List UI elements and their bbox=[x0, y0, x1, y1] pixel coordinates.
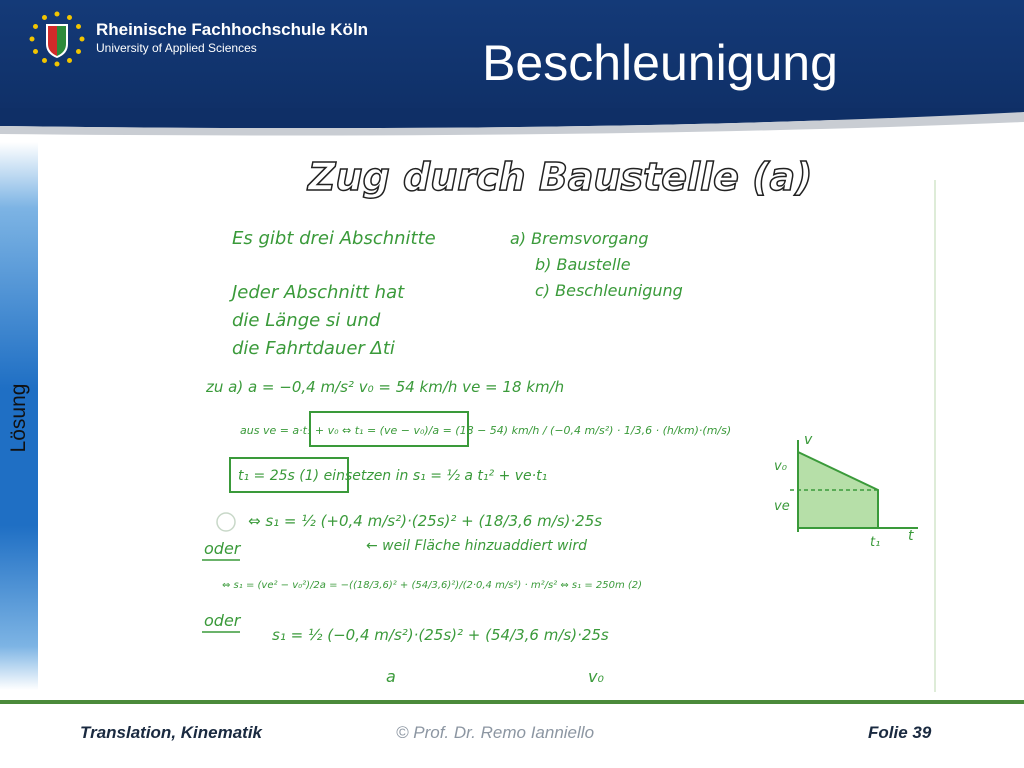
footer-divider bbox=[0, 700, 1024, 704]
footer-author: © Prof. Dr. Remo Ianniello bbox=[396, 723, 595, 742]
note-line-15: oder bbox=[204, 611, 241, 630]
note-line-8: zu a) a = −0,4 m/s² v₀ = 54 km/h ve = 18 km/h bbox=[206, 378, 565, 396]
university-subtitle: University of Applied Sciences bbox=[96, 41, 257, 55]
note-line-2: a) Bremsvorgang bbox=[510, 229, 649, 248]
note-line-3: b) Baustelle bbox=[535, 255, 631, 274]
graph-y-axis-label: v bbox=[804, 432, 813, 448]
note-line-13: oder bbox=[204, 539, 241, 558]
slide-title: Beschleunigung bbox=[482, 35, 838, 91]
note-line-12: ← weil Fläche hinzuaddiert wird bbox=[366, 538, 588, 554]
sidebar-label bbox=[0, 368, 38, 468]
sidebar-label-text: Lösung bbox=[7, 383, 30, 453]
university-name: Rheinische Fachhochschule Köln bbox=[96, 20, 369, 39]
note-line-18: v₀ bbox=[588, 667, 604, 686]
footer-course: Translation, Kinematik bbox=[80, 723, 263, 742]
graph-x-axis-label: t bbox=[908, 528, 914, 544]
note-line-10: t₁ = 25s (1) einsetzen in s₁ = ½ a t₁² + ve·t₁ bbox=[238, 468, 548, 484]
note-line-14: ⇔ s₁ = (ve² − v₀²)/2a = −((18/3,6)² + (54/3,6)²)/(2·0,4 m/s²) · m²/s² ⇔ s₁ = 250m (2) bbox=[222, 580, 643, 591]
note-line-7: die Fahrtdauer Δti bbox=[232, 338, 395, 359]
note-line-1: Es gibt drei Abschnitte bbox=[232, 228, 436, 249]
note-line-5: Jeder Abschnitt hat bbox=[232, 282, 405, 303]
note-line-16: s₁ = ½ (−0,4 m/s²)·(25s)² + (54/3,6 m/s)·25s bbox=[272, 626, 609, 644]
header-bar bbox=[0, 0, 1024, 120]
note-line-6: die Länge si und bbox=[232, 310, 381, 331]
note-line-17: a bbox=[386, 667, 396, 686]
header-swoosh bbox=[0, 108, 1024, 138]
handwritten-solution bbox=[190, 140, 938, 692]
note-line-9: aus ve = a·t₁ + v₀ ⇔ t₁ = (ve − v₀)/a = (18 − 54) km/h / (−0,4 m/s²) · 1/3,6 · (h/km)·(m/s) bbox=[240, 424, 732, 437]
note-line-4: c) Beschleunigung bbox=[535, 281, 683, 300]
graph-y-bottom-label: ve bbox=[774, 499, 790, 514]
graph-x-mark-label: t₁ bbox=[870, 535, 881, 550]
note-line-11: ⇔ s₁ = ½ (+0,4 m/s²)·(25s)² + (18/3,6 m/s)·25s bbox=[248, 512, 603, 530]
graph-y-top-label: v₀ bbox=[774, 459, 787, 474]
footer-slide-number: Folie 39 bbox=[868, 723, 932, 742]
university-logo-icon bbox=[28, 10, 86, 68]
notes-heading: Zug durch Baustelle (a) bbox=[308, 155, 813, 199]
